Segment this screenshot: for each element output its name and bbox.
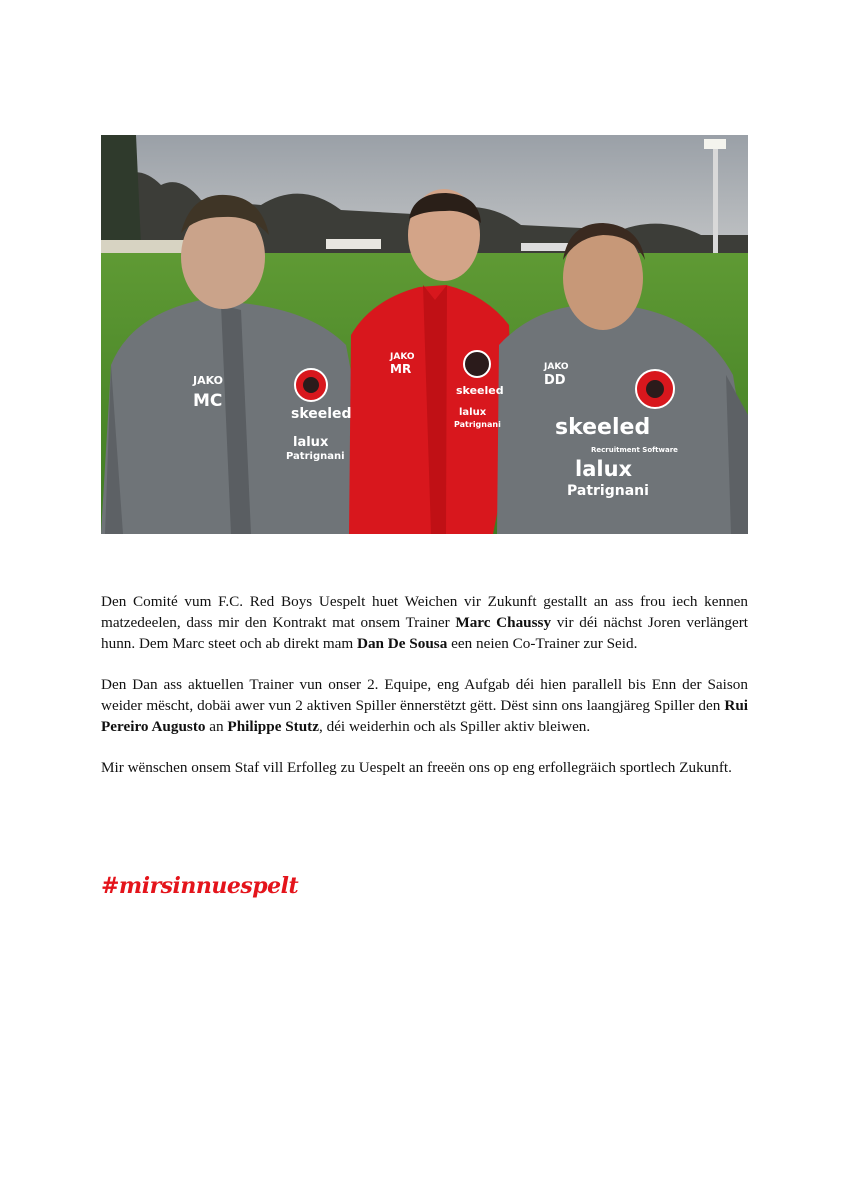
player-name: Rui Pereiro Augusto xyxy=(101,697,748,735)
jacket-sponsor3-left: Patrignani xyxy=(286,451,345,462)
player-name: Philippe Stutz xyxy=(227,718,319,735)
jacket-sponsor3-right: Patrignani xyxy=(567,483,649,499)
jacket-sponsor2-right: lalux xyxy=(575,457,633,481)
jacket-initials-left: MC xyxy=(193,391,223,411)
hashtag: #mirsinnuespelt xyxy=(101,873,299,899)
photo-illustration xyxy=(101,135,748,534)
jacket-brand-left: JAKO xyxy=(193,374,223,387)
jacket-sponsor2-center: lalux xyxy=(459,407,487,418)
paragraph-text: Mir wënschen onsem Staf vill Erfolleg zu Uespelt an freeën ons op eng erfollegräich sportlech Zukunft. xyxy=(101,759,732,776)
jacket-sponsor1-right: skeeled xyxy=(555,415,651,440)
jacket-sponsor1-left: skeeled xyxy=(291,406,352,422)
jacket-initials-right: DD xyxy=(544,373,566,388)
paragraph-3 xyxy=(101,757,748,778)
jacket-brand-center: JAKO xyxy=(390,352,415,362)
paragraph-2 xyxy=(101,674,748,737)
jacket-sponsor3-center: Patrignani xyxy=(454,420,501,429)
team-photo xyxy=(101,135,748,534)
paragraph-text: Den Dan ass aktuellen Trainer vun onser 2. Equipe, eng Aufgab déi hien parallell bis Enn der Saison weider mëscht, dobäi awer vun 2 aktiven Spiller ënnerstëtzt gëtt. Dëst sinn ons laangjäreg Spiller den xyxy=(101,676,748,714)
jacket-sponsor2-left: lalux xyxy=(293,435,329,450)
paragraph-text: , déi weiderhin och als Spiller aktiv bleiwen. xyxy=(319,718,591,735)
paragraph-text: Den Comité vum F.C. Red Boys Uespelt huet Weichen vir Zukunft gestallt an ass frou iech kennen matzedeelen, dass mir den Kontrakt mat onsem Trainer xyxy=(101,593,748,631)
jacket-sponsor1-sub-right: Recruitment Software xyxy=(591,446,678,454)
coach-name: Marc Chaussy xyxy=(455,614,552,631)
jacket-brand-right: JAKO xyxy=(544,362,569,372)
paragraph-1 xyxy=(101,591,748,654)
paragraph-text: vir déi nächst Joren verlängert hunn. Dem Marc steet och ab direkt mam xyxy=(101,614,748,652)
jacket-initials-center: MR xyxy=(390,362,412,376)
paragraph-text: an xyxy=(205,718,228,735)
article-body xyxy=(101,591,748,798)
paragraph-text: een neien Co-Trainer zur Seid. xyxy=(447,635,638,652)
jacket-sponsor1-center: skeeled xyxy=(456,384,504,397)
co-trainer-name: Dan De Sousa xyxy=(357,635,448,652)
